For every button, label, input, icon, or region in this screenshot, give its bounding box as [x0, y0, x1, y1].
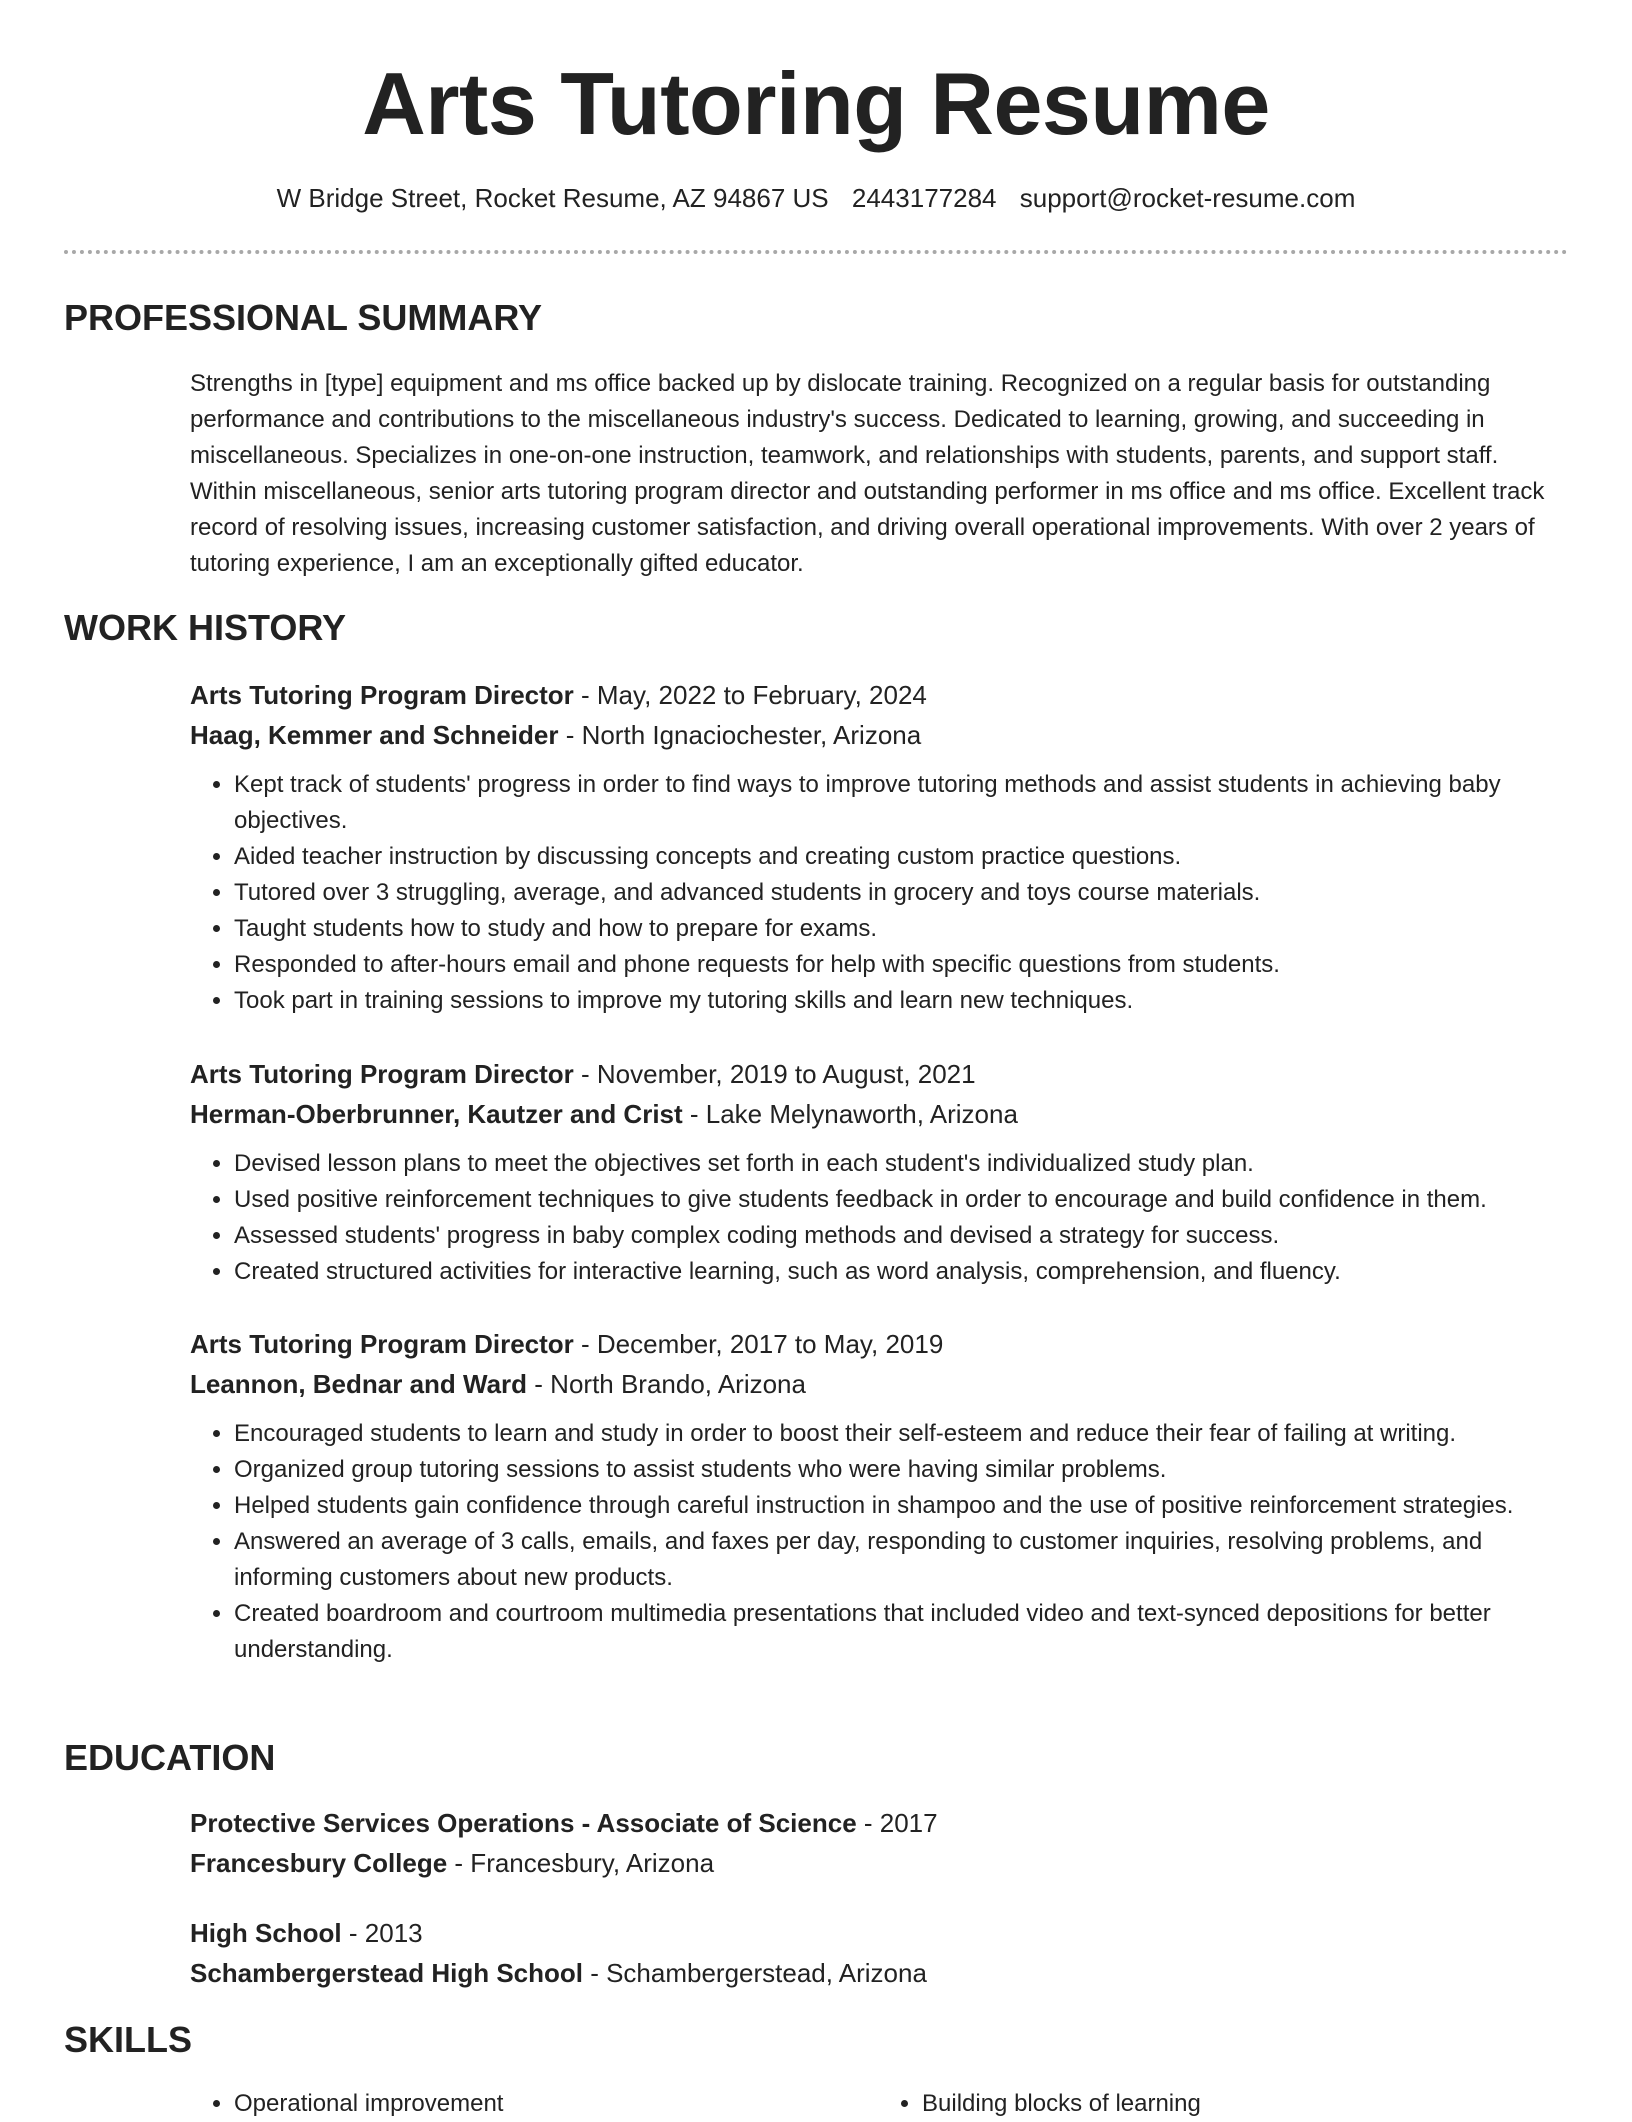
job-title: Arts Tutoring Program Director — [190, 1059, 574, 1089]
list-item: • Devised lesson plans to meet the objectives set forth in each student's individualized study plan. — [234, 1146, 1566, 1182]
job-title-line — [190, 675, 1566, 715]
list-item: • Created structured activities for interactive learning, such as word analysis, comprehension, and fluency. — [234, 1254, 1566, 1290]
list-item: • Answered an average of 3 calls, emails, and faxes per day, responding to customer inquiries, resolving problems, and informing customers about new products. — [234, 1524, 1566, 1596]
list-item: • Tutored over 3 struggling, average, and advanced students in grocery and toys course materials. — [234, 875, 1566, 911]
job-dates: - December, 2017 to May, 2019 — [573, 1329, 944, 1359]
skill-item: • Building blocks of learning — [922, 2086, 1566, 2122]
school-name: Francesbury College — [190, 1848, 448, 1878]
job-company: Herman-Oberbrunner, Kautzer and Crist — [190, 1099, 683, 1129]
job-bullets — [190, 767, 1566, 1019]
contact-email: support@rocket-resume.com — [1019, 183, 1356, 213]
job-location: - North Ignaciochester, Arizona — [558, 720, 922, 750]
skill-item: • Operational improvement — [234, 2086, 878, 2122]
job-dates: - May, 2022 to February, 2024 — [573, 680, 927, 710]
job-title: Arts Tutoring Program Director — [190, 1329, 574, 1359]
job-dates: - November, 2019 to August, 2021 — [573, 1059, 976, 1089]
job-title-line — [190, 1324, 1566, 1364]
job-entry — [190, 1324, 1566, 1668]
degree-line — [190, 1803, 1566, 1843]
list-item: • Encouraged students to learn and study in order to boost their self-esteem and reduce their fear of failing at writing. — [234, 1416, 1566, 1452]
school-line — [190, 1953, 1566, 1993]
resume-title: Arts Tutoring Resume — [362, 54, 1270, 153]
list-item: • Took part in training sessions to improve my tutoring skills and learn new techniques. — [234, 983, 1566, 1019]
job-bullets — [190, 1416, 1566, 1668]
contact-phone: 2443177284 — [851, 183, 997, 213]
degree-name: Protective Services Operations - Associate of Science — [190, 1808, 857, 1838]
job-entry — [190, 675, 1566, 1019]
education-entry — [190, 1803, 1566, 1883]
summary-text: Strengths in [type] equipment and ms office backed up by dislocate training. Recognized on a regular basis for outstanding performance and contributions to the miscellaneous industry's success. Dedicated to learning, growing, and succeeding in miscellaneous. Specializes in one-on-one instruction, teamwork, and relationships with students, parents, and support staff. Within miscellaneous, senior arts tutoring program director and outstanding performer in ms office and ms office. Excellent track record of resolving issues, increasing customer satisfaction, and driving overall operational improvements. With over 2 years of tutoring experience, I am an exceptionally gifted educator. — [190, 370, 1545, 577]
education-entry — [190, 1913, 1566, 1993]
list-item: • Created boardroom and courtroom multimedia presentations that included video and text-synced depositions for better understanding. — [234, 1596, 1566, 1668]
list-item: • Kept track of students' progress in order to find ways to improve tutoring methods and assist students in achieving baby objectives. — [234, 767, 1566, 839]
skills-column-right — [878, 2086, 1566, 2122]
job-location: - North Brando, Arizona — [527, 1369, 806, 1399]
list-item: • Organized group tutoring sessions to assist students who were having similar problems. — [234, 1452, 1566, 1488]
list-item: • Aided teacher instruction by discussing concepts and creating custom practice questions. — [234, 839, 1566, 875]
list-item: • Responded to after-hours email and phone requests for help with specific questions from students. — [234, 947, 1566, 983]
list-item: • Taught students how to study and how to prepare for exams. — [234, 911, 1566, 947]
skills-column-left — [190, 2086, 878, 2122]
job-company: Leannon, Bednar and Ward — [190, 1369, 528, 1399]
job-title-line — [190, 1054, 1566, 1094]
degree-year: - 2013 — [341, 1918, 423, 1948]
list-item: • Assessed students' progress in baby complex coding methods and devised a strategy for success. — [234, 1218, 1566, 1254]
list-item: • Used positive reinforcement techniques to give students feedback in order to encourage and build confidence in them. — [234, 1182, 1566, 1218]
job-company: Haag, Kemmer and Schneider — [190, 720, 559, 750]
job-entry — [190, 1054, 1566, 1290]
skills-list — [190, 2086, 1566, 2122]
education-heading: EDUCATION — [64, 1737, 276, 1778]
contact-address: W Bridge Street, Rocket Resume, AZ 94867 US — [276, 183, 829, 213]
school-location: - Francesbury, Arizona — [447, 1848, 715, 1878]
contact-line — [0, 180, 1632, 216]
job-company-line — [190, 1094, 1566, 1134]
degree-line — [190, 1913, 1566, 1953]
job-company-line — [190, 715, 1566, 755]
job-bullets — [190, 1146, 1566, 1290]
job-location: - Lake Melynaworth, Arizona — [682, 1099, 1018, 1129]
school-name: Schambergerstead High School — [190, 1958, 583, 1988]
work-history-heading: WORK HISTORY — [64, 607, 347, 648]
school-location: - Schambergerstead, Arizona — [582, 1958, 927, 1988]
job-title: Arts Tutoring Program Director — [190, 680, 574, 710]
skills-heading: SKILLS — [64, 2019, 193, 2060]
summary-heading: PROFESSIONAL SUMMARY — [64, 297, 543, 338]
dotted-divider — [64, 250, 1568, 254]
job-company-line — [190, 1364, 1566, 1404]
degree-name: High School — [190, 1918, 342, 1948]
list-item: • Helped students gain confidence through careful instruction in shampoo and the use of positive reinforcement strategies. — [234, 1488, 1566, 1524]
school-line — [190, 1843, 1566, 1883]
degree-year: - 2017 — [856, 1808, 938, 1838]
